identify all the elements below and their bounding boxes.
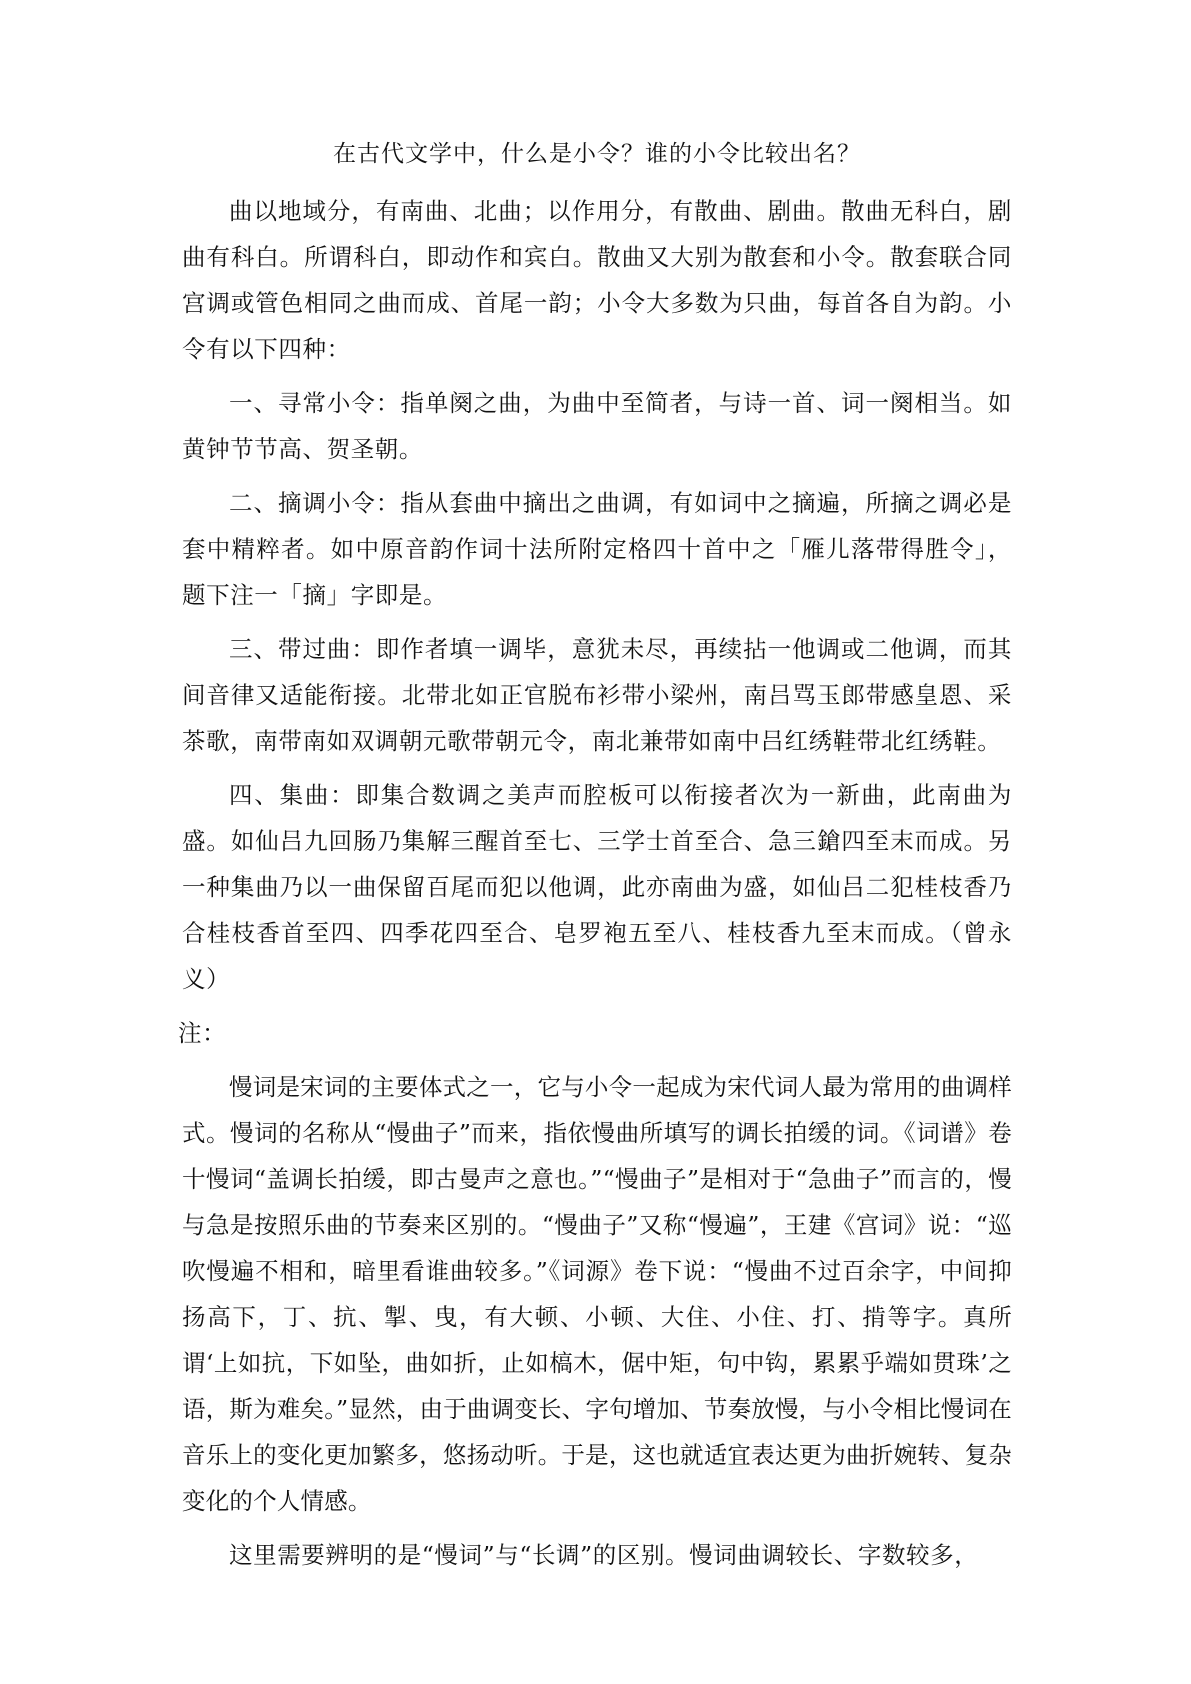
document-body	[178, 140, 1012, 1586]
note-paragraph-continued: 这里需要辨明的是“慢词”与“长调”的区别。慢词曲调较长、字数较多，	[229, 1541, 979, 1569]
document-title: 在古代文学中，什么是小令？谁的小令比较出名？	[333, 141, 861, 167]
note-label: 注：	[178, 1019, 227, 1047]
paragraph-type-4: 四、集曲：即集合数调之美声而腔板可以衔接者次为一新曲，此南曲为盛。如仙吕九回肠乃集解三醒首至七、三学士首至合、急三鎗四至末而成。另一种集曲乃以一曲保留百尾而犯以他调，此亦南曲为盛，如仙吕二犯桂枝香乃合桂枝香首至四、四季花四至合、皂罗袍五至八、桂枝香九至末而成。（曾永义）	[182, 781, 1012, 993]
paragraph-type-2: 二、摘调小令：指从套曲中摘出之曲调，有如词中之摘遍，所摘之调必是套中精粹者。如中原音韵作词十法所附定格四十首中之「雁儿落带得胜令」，题下注一「摘」字即是。	[182, 489, 1012, 609]
paragraph-intro: 曲以地域分，有南曲、北曲；以作用分，有散曲、剧曲。散曲无科白，剧曲有科白。所谓科白，即动作和宾白。散曲又大别为散套和小令。散套联合同宫调或管色相同之曲而成、首尾一韵；小令大多数为只曲，每首各自为韵。小令有以下四种：	[182, 197, 1012, 363]
paragraph-type-3: 三、带过曲：即作者填一调毕，意犹未尽，再续拈一他调或二他调，而其间音律又适能衔接。北带北如正官脱布衫带小梁州，南吕骂玉郎带感皇恩、采茶歌，南带南如双调朝元歌带朝元令，南北兼带如南中吕红绣鞋带北红绣鞋。	[182, 635, 1012, 755]
note-paragraph: 慢词是宋词的主要体式之一，它与小令一起成为宋代词人最为常用的曲调样式。慢词的名称从“慢曲子”而来，指依慢曲所填写的调长拍缓的词。《词谱》卷十慢词“盖调长拍缓，即古曼声之意也。”“慢曲子”是相对于“急曲子”而言的，慢与急是按照乐曲的节奏来区别的。“慢曲子”又称“慢遍”，王建《宫词》说：“巡吹慢遍不相和，暗里看谁曲较多。”《词源》卷下说：“慢曲不过百余字，中间抑扬高下，丁、抗、掣、曳，有大顿、小顿、大住、小住、打、掯等字。真所谓‘上如抗，下如坠，曲如折，止如槁木，倨中矩，句中钩，累累乎端如贯珠’之语，斯为难矣。”显然，由于曲调变长、字句增加、节奏放慢，与小令相比慢词在音乐上的变化更加繁多，悠扬动听。于是，这也就适宜表达更为曲折婉转、复杂变化的个人情感。	[182, 1073, 1012, 1515]
paragraph-type-1: 一、寻常小令：指单阕之曲，为曲中至简者，与诗一首、词一阕相当。如黄钟节节高、贺圣朝。	[182, 389, 1012, 463]
